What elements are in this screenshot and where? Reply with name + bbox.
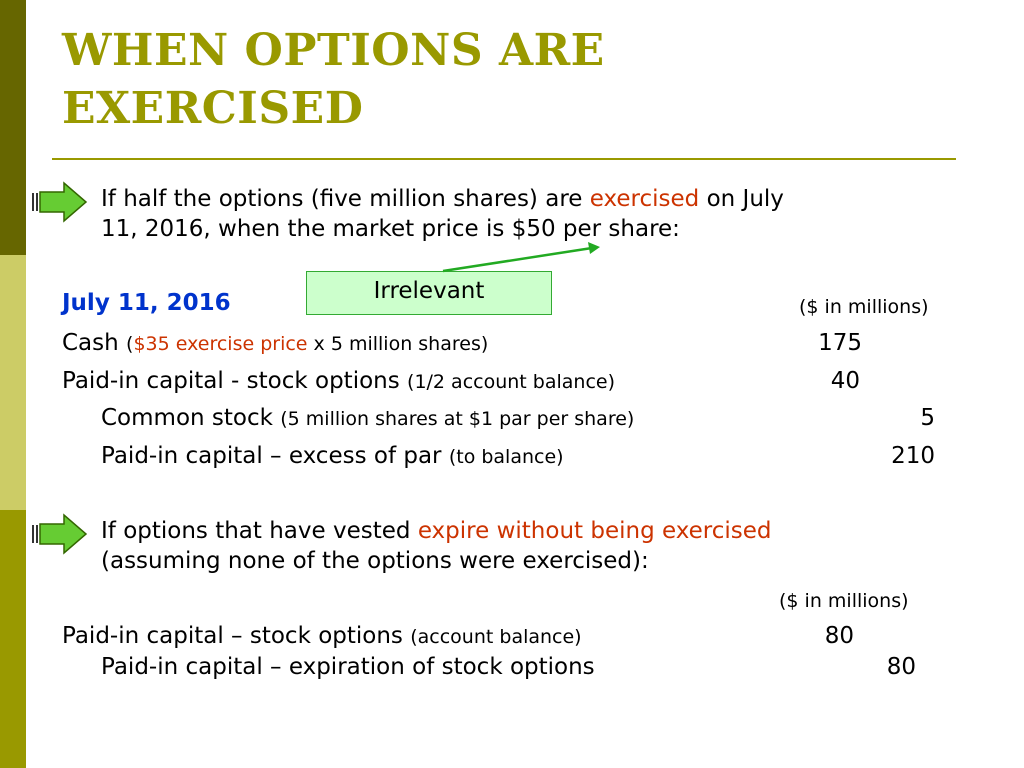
account-note: (to balance) (448, 446, 564, 468)
units-label-2: ($ in millions) (779, 590, 909, 612)
row-common-stock (101, 403, 634, 434)
accent-bar-top (0, 0, 26, 255)
account-note: (account balance) (410, 626, 582, 648)
bullet-2-line-1: If options that have vested expire without being exercised (101, 518, 772, 544)
row-cash: Cash ($35 exercise price x 5 million shares) (62, 330, 489, 356)
row-pic-expiration (101, 652, 595, 682)
account-name: Common stock (101, 405, 281, 431)
left-accent-bar (0, 0, 26, 768)
exercised-highlight: exercised (589, 186, 700, 212)
bullet-1-line-1: If half the options (five million shares) are exercised on July (101, 186, 784, 212)
row-pic-stock-options-expire (62, 621, 582, 652)
title-underline (52, 158, 956, 160)
accent-bar-bottom (0, 510, 26, 768)
account-name: Paid-in capital - stock options (62, 368, 408, 394)
row-pic-excess-of-par (101, 441, 564, 472)
row-pic-stock-options (62, 366, 615, 397)
account-name: Paid-in capital – stock options (62, 623, 411, 649)
slide-title (62, 22, 962, 138)
amount-pic-expiration: 80 (886, 654, 916, 680)
bullet-2-line-2: (assuming none of the options were exercised): (101, 548, 649, 574)
arrow-bullet-icon (30, 512, 90, 556)
amount-common-stock: 5 (920, 405, 935, 431)
account-note: (5 million shares at $1 par per share) (280, 408, 635, 430)
amount-cash: 175 (818, 330, 862, 356)
bullet-1-line-2: 11, 2016, when the market price is $50 per share: (101, 216, 680, 242)
exercise-price-highlight: $35 exercise price (133, 333, 308, 355)
expire-highlight: expire without being exercised (417, 518, 772, 544)
title-line-2: EXERCISED (62, 83, 364, 134)
account-name: Paid-in capital – expiration of stock options (101, 654, 595, 680)
account-name: Cash (62, 330, 127, 356)
arrow-bullet-icon (30, 180, 90, 224)
title-line-1: WHEN OPTIONS ARE (62, 25, 605, 76)
entry-date: July 11, 2016 (62, 290, 231, 316)
account-note: (1/2 account balance) (407, 371, 616, 393)
amount-pic-excess-of-par: 210 (891, 443, 935, 469)
amount-pic-stock-options: 40 (830, 368, 860, 394)
amount-pic-stock-options-expire: 80 (824, 623, 854, 649)
account-name: Paid-in capital – excess of par (101, 443, 449, 469)
units-label-1: ($ in millions) (799, 296, 929, 318)
irrelevant-callout: Irrelevant (306, 271, 552, 315)
accent-bar-middle (0, 255, 26, 510)
